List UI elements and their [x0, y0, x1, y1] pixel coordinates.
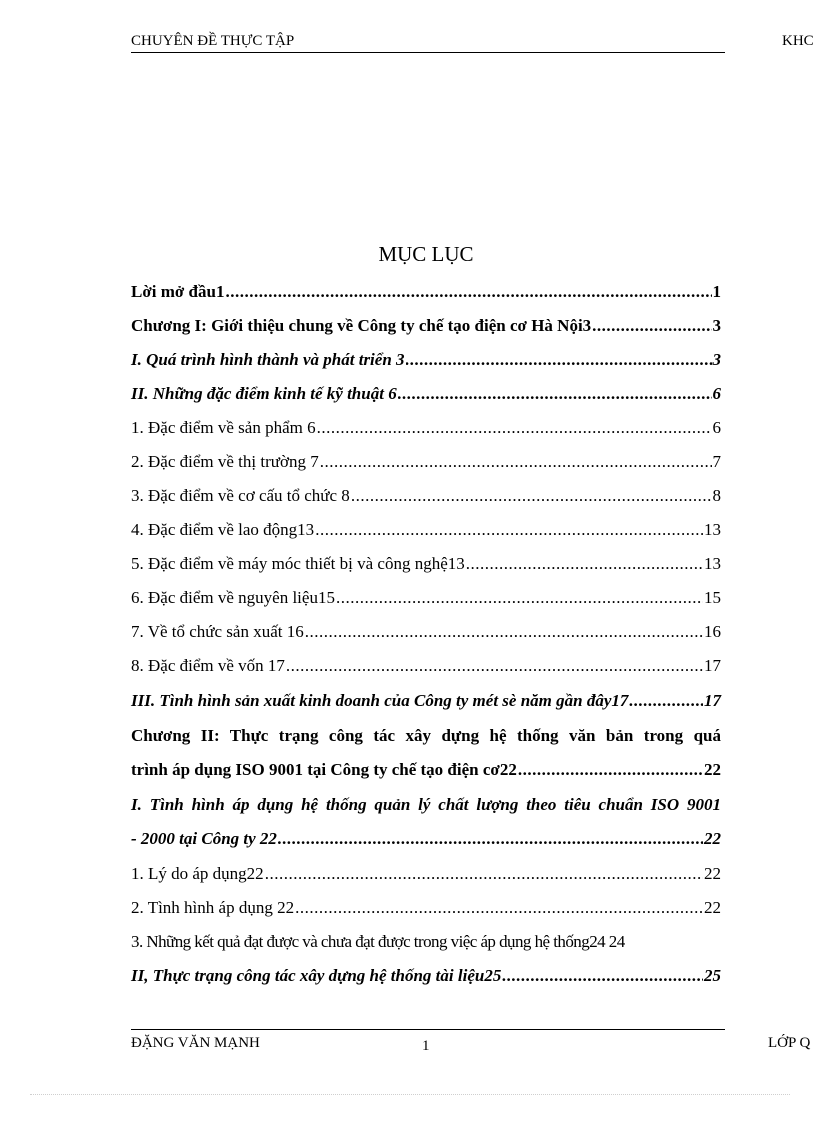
- toc-entry-tai-lieu[interactable]: II, Thực trạng công tác xây dựng hệ thống tài liệu25 ..... 25: [131, 966, 721, 992]
- toc-entry-iso[interactable]: - 2000 tại Công ty 22 ..... 22: [131, 829, 721, 855]
- toc-title: MỤC LỤC: [378, 242, 474, 266]
- toc-entry-may-moc[interactable]: 5. Đặc điểm về máy móc thiết bị và công nghệ13 ..... 13: [131, 554, 721, 580]
- toc-entry-ket-qua[interactable]: 3. Những kết quả đạt được và chưa đạt được trong việc áp dụng hệ thống24 24: [131, 932, 625, 951]
- toc-entry-tinh-hinh-san-xuat[interactable]: III. Tình hình sản xuất kinh doanh của Công ty mét sè năm gần đây17 ..... 17: [131, 691, 721, 717]
- header-right-text: KHC: [782, 33, 814, 49]
- footer-class: LỚP Q: [768, 1035, 811, 1051]
- toc-entry-dac-diem-kinh-te[interactable]: II. Những đặc điểm kinh tế kỹ thuật 6 ..... 6: [131, 384, 721, 410]
- toc-entry-chuong-2-line1[interactable]: Chương II: Thực trạng công tác xây dựng hệ thống văn bản trong quá: [131, 726, 721, 745]
- toc-entry-thi-truong[interactable]: 2. Đặc điểm về thị trường 7 ..... 7: [131, 452, 721, 478]
- toc-entry-lao-dong[interactable]: 4. Đặc điểm về lao động13 ..... 13: [131, 520, 721, 546]
- toc-entry-to-chuc-san-xuat[interactable]: 7. Về tổ chức sản xuất 16 ..... 16: [131, 622, 721, 648]
- toc-entry-tinh-hinh-ap-dung[interactable]: 2. Tình hình áp dụng 22 ..... 22: [131, 898, 721, 924]
- toc-entry-co-cau-to-chuc[interactable]: 3. Đặc điểm về cơ cấu tổ chức 8 ..... 8: [131, 486, 721, 512]
- page-edge-divider: [30, 1094, 790, 1095]
- toc-entry-chuong-1[interactable]: Chương I: Giới thiệu chung về Công ty chế tạo điện cơ Hà Nội3 ..... 3: [131, 316, 721, 342]
- footer-page-number: 1: [422, 1038, 430, 1054]
- toc-entry-von[interactable]: 8. Đặc điểm về vốn 17 ..... 17: [131, 656, 721, 682]
- footer-rule: [131, 1029, 725, 1030]
- toc-entry-iso-line1[interactable]: I. Tình hình áp dụng hệ thống quản lý chất lượng theo tiêu chuẩn ISO 9001: [131, 795, 721, 814]
- toc-entry-qua-trinh[interactable]: I. Quá trình hình thành và phát triển 3 ..... 3: [131, 350, 721, 376]
- toc-entry-ly-do[interactable]: 1. Lý do áp dụng22 ..... 22: [131, 864, 721, 890]
- toc-entry-loi-mo-dau[interactable]: Lời mở đầu1 ..... 1: [131, 282, 721, 308]
- header-rule: [131, 52, 725, 53]
- footer-author: ĐẶNG VĂN MẠNH: [131, 1035, 260, 1051]
- toc-entry-nguyen-lieu[interactable]: 6. Đặc điểm về nguyên liệu15 ..... 15: [131, 588, 721, 614]
- header-left-text: CHUYÊN ĐỀ THỰC TẬP: [131, 33, 295, 49]
- toc-entry-san-pham[interactable]: 1. Đặc điểm về sản phẩm 6 ..... 6: [131, 418, 721, 444]
- toc-entry-chuong-2[interactable]: trình áp dụng ISO 9001 tại Công ty chế tạo điện cơ22 ..... 22: [131, 760, 721, 786]
